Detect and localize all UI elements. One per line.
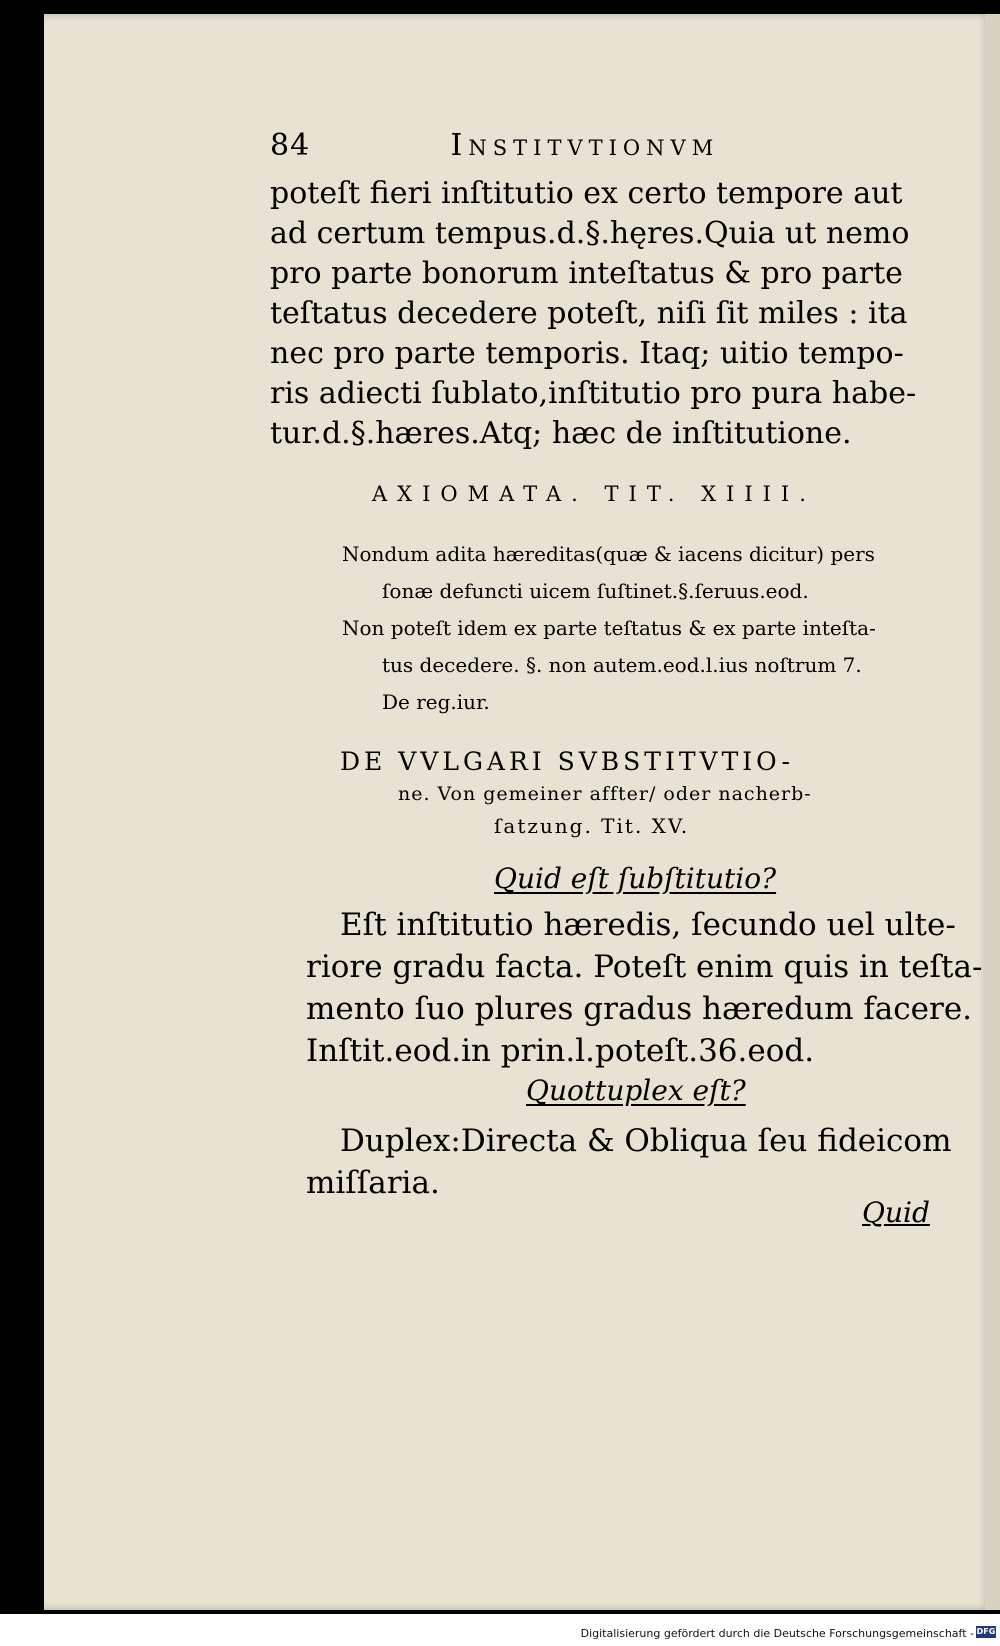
- text-line: ris adiecti ſublato,inſtitutio pro pura habe-: [270, 376, 917, 411]
- page-header: [270, 128, 719, 163]
- text-line: Non poteſt idem ex parte teſtatus & ex parte inteſta-: [342, 616, 876, 640]
- text-line: ſonæ defuncti uicem ſuſtinet.§.ſeruus.eod.: [382, 579, 809, 603]
- dfg-logo: DFG: [976, 1627, 996, 1636]
- text-line: Inſtit.eod.in prin.l.poteſt.36.eod.: [306, 1033, 815, 1069]
- text-line: pro parte bonorum inteſtatus & pro parte: [270, 256, 903, 291]
- text-line: mento ſuo plures gradus hæredum facere.: [306, 991, 973, 1027]
- section-title: [340, 746, 812, 842]
- running-title: Institvtionvm: [450, 128, 720, 163]
- catchword: Quid: [862, 1196, 930, 1229]
- question-substitutio: Quid eſt ſubſtitutio?: [494, 862, 777, 895]
- paragraph-institutio: [270, 174, 916, 454]
- text-line: miſſaria.: [306, 1165, 440, 1201]
- footer-credit: Digitalisierung gefördert durch die Deutsche Forschungsgemeinschaft -: [580, 1627, 974, 1640]
- text-line: teſtatus decedere poteſt, niſi ſit miles : ita: [270, 296, 908, 331]
- page-edge: [985, 14, 1000, 1610]
- answer-substitutio: [306, 904, 982, 1072]
- text-line: tur.d.§.hæres.Atq; hæc de inſtitutione.: [270, 416, 852, 451]
- page-number: 84: [270, 128, 311, 163]
- text-line: Eſt inſtitutio hæredis, ſecundo uel ulte-: [340, 907, 956, 943]
- section-title-line: DE VVLGARI SVBSTITVTIO-: [340, 747, 794, 776]
- text-line: poteſt fieri inſtitutio ex certo tempore aut: [270, 176, 903, 211]
- section-title-line: ſatzung. Tit. XV.: [494, 814, 690, 838]
- answer-quottuplex: [306, 1120, 951, 1204]
- text-line: tus decedere. §. non autem.eod.l.ius noſtrum 7.: [382, 653, 862, 677]
- text-line: ad certum tempus.d.§.hęres.Quia ut nemo: [270, 216, 910, 251]
- section-title-line: ne. Von gemeiner affter/ oder nacherb-: [398, 783, 812, 805]
- axiomata-text: [342, 536, 876, 721]
- text-line: Duplex:Directa & Obliqua ſeu fideicom: [340, 1123, 952, 1159]
- text-line: riore gradu facta. Poteſt enim quis in teſta-: [306, 949, 983, 985]
- text-line: nec pro parte temporis. Itaq; uitio tempo-: [270, 336, 904, 371]
- text-line: Nondum adita hæreditas(quæ & iacens dicitur) pers: [342, 542, 875, 566]
- axiomata-title: AXIOMATA. TIT. XIIII.: [372, 482, 816, 506]
- question-quottuplex: Quottuplex eſt?: [526, 1074, 746, 1107]
- text-line: De reg.iur.: [382, 690, 490, 714]
